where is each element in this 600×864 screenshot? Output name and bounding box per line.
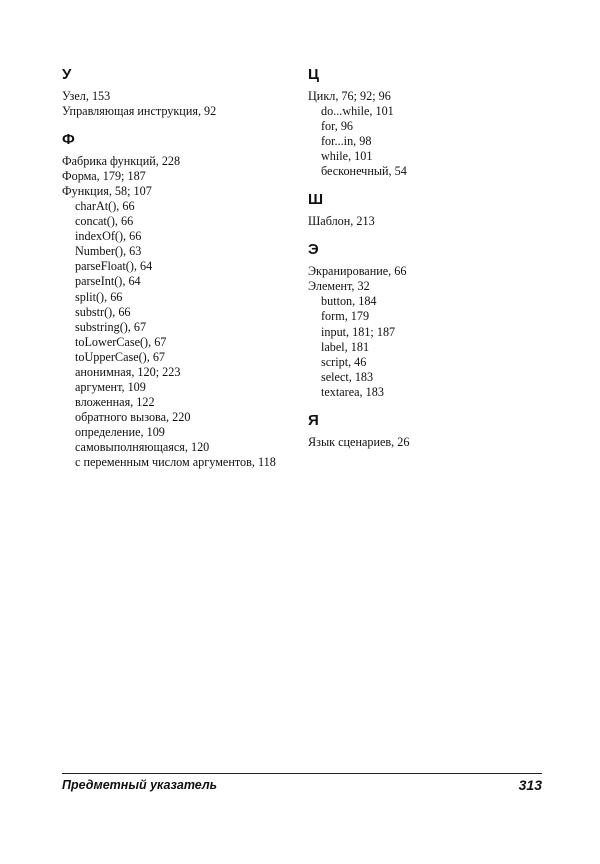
index-subentry: charAt(), 66	[75, 199, 135, 214]
index-subentry: Number(), 63	[75, 244, 142, 259]
page-number: 313	[518, 777, 542, 793]
section-letter: Я	[308, 411, 319, 429]
index-entry: Управляющая инструкция, 92	[62, 104, 217, 119]
index-entry: Экранирование, 66	[308, 264, 407, 279]
index-subentry: button, 184	[321, 294, 377, 309]
index-section	[62, 66, 302, 119]
index-entry: Язык сценариев, 26	[308, 434, 410, 449]
index-entry: Фабрика функций, 228	[62, 154, 181, 169]
index-column-left	[62, 66, 302, 482]
index-subentry: с переменным числом аргументов, 118	[75, 455, 276, 470]
index-entry: Цикл, 76; 92; 96	[308, 89, 391, 103]
section-letter: Ц	[308, 66, 319, 83]
index-subentry: аргумент, 109	[75, 379, 146, 394]
index-section	[308, 241, 548, 399]
index-subentry: textarea, 183	[321, 384, 384, 399]
section-letter: Ш	[308, 191, 324, 209]
index-subentry: indexOf(), 66	[75, 229, 142, 244]
index-entry: Узел, 153	[62, 89, 111, 103]
index-subentry: бесконечный, 54	[321, 164, 407, 179]
index-subentry: do...while, 101	[321, 104, 394, 119]
index-subentry: for, 96	[321, 119, 354, 134]
index-section	[308, 66, 548, 179]
index-subentry: анонимная, 120; 223	[75, 364, 181, 379]
index-entry: Функция, 58; 107	[62, 184, 152, 199]
index-subentry: input, 181; 187	[321, 324, 396, 339]
section-letter: У	[62, 66, 72, 83]
index-subentry: form, 179	[321, 309, 370, 324]
index-subentry: обратного вызова, 220	[75, 409, 191, 424]
index-subentry: substring(), 67	[75, 319, 147, 334]
index-entry: Шаблон, 213	[308, 214, 375, 229]
index-subentry: parseFloat(), 64	[75, 259, 153, 274]
index-column-right	[308, 66, 548, 462]
footer-rule	[62, 773, 542, 774]
index-subentry: select, 183	[321, 369, 374, 384]
index-entry: Элемент, 32	[308, 279, 370, 294]
index-subentry: substr(), 66	[75, 304, 131, 319]
index-subentry: concat(), 66	[75, 214, 134, 229]
index-entry: Форма, 179; 187	[62, 169, 146, 184]
index-subentry: toUpperCase(), 67	[75, 349, 166, 364]
index-subentry: toLowerCase(), 67	[75, 334, 167, 349]
footer-title: Предметный указатель	[62, 778, 218, 792]
index-section	[308, 191, 548, 229]
index-subentry: for...in, 98	[321, 134, 372, 149]
section-letter: Ф	[62, 131, 75, 149]
index-subentry: while, 101	[321, 149, 373, 164]
index-section	[308, 412, 548, 450]
index-subentry: label, 181	[321, 339, 370, 354]
index-subentry: split(), 66	[75, 289, 123, 304]
section-letter: Э	[308, 241, 319, 259]
index-subentry: определение, 109	[75, 424, 165, 439]
index-subentry: самовыполняющаяся, 120	[75, 439, 210, 454]
index-subentry: вложенная, 122	[75, 394, 155, 409]
index-subentry: script, 46	[321, 354, 367, 369]
index-section	[62, 131, 302, 470]
index-subentry: parseInt(), 64	[75, 274, 141, 289]
